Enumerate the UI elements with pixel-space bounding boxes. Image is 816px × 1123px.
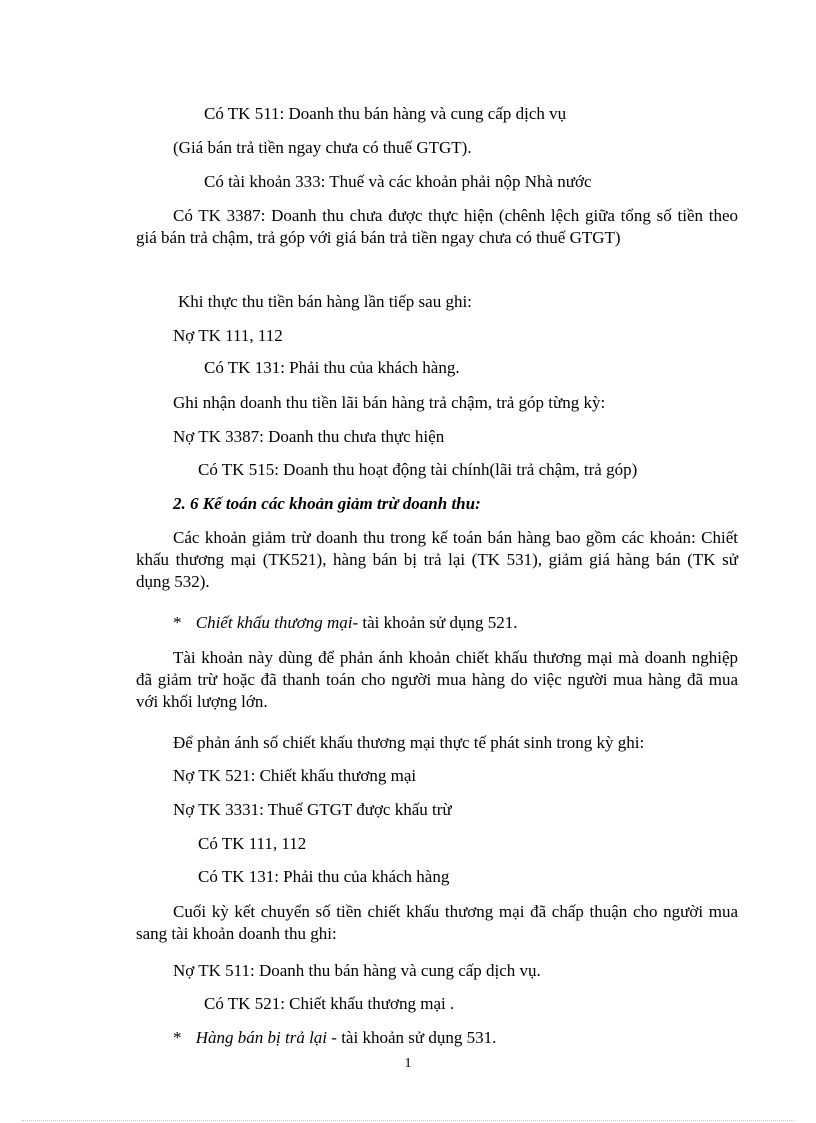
bullet-title: Hàng bán bị trả lại (195, 1028, 328, 1047)
paragraph: Các khoản giảm trừ doanh thu trong kế toán bán hàng bao gồm các khoản: Chiết khấu thương mại (TK521), hàng bán bị trả lại (TK 531), giảm giá hàng bán (TK sử dụng 532). (136, 528, 738, 591)
paragraph: Có TK 3387: Doanh thu chưa được thực hiện (chênh lệch giữa tổng số tiền theo giá bán trả chậm, trả góp với giá bán trả tiền ngay chưa có thuế GTGT) (136, 206, 738, 247)
entry-line: Có TK 111, 112 (198, 834, 307, 853)
entry-line: Có TK 521: Chiết khấu thương mại . (204, 994, 455, 1013)
entry-line: Nợ TK 111, 112 (173, 326, 283, 345)
note-line: (Giá bán trả tiền ngay chưa có thuế GTGT). (173, 138, 472, 157)
text-line: Ghi nhận doanh thu tiền lãi bán hàng trả chậm, trả góp từng kỳ: (173, 393, 606, 412)
paragraph: Cuối kỳ kết chuyển số tiền chiết khấu thương mại đã chấp thuận cho người mua sang tài khoản doanh thu ghi: (136, 902, 738, 943)
page-number: 1 (404, 1056, 412, 1071)
entry-line: Nợ TK 3331: Thuế GTGT được khấu trừ (173, 800, 452, 819)
entry-line: Có TK 131: Phải thu của khách hàng. (204, 358, 460, 377)
bullet-text: - tài khoản sử dụng 521. (352, 613, 518, 632)
bullet-title: Chiết khấu thương mại (195, 613, 353, 632)
entry-line: Nợ TK 3387: Doanh thu chưa thực hiện (173, 427, 445, 446)
text-line: Khi thực thu tiền bán hàng lần tiếp sau ghi: (178, 292, 472, 311)
entry-line: Nợ TK 511: Doanh thu bán hàng và cung cấp dịch vụ. (173, 961, 541, 980)
page-bottom-divider (22, 1120, 794, 1121)
bullet-line (173, 1027, 496, 1049)
bullet-line (173, 612, 517, 634)
entry-line: Có TK 131: Phải thu của khách hàng (198, 867, 450, 886)
entry-line: Nợ TK 521: Chiết khấu thương mại (173, 766, 417, 785)
entry-line: Có TK 515: Doanh thu hoạt động tài chính(lãi trả chậm, trả góp) (198, 460, 638, 479)
paragraph: Tài khoản này dùng để phản ánh khoản chiết khấu thương mại mà doanh nghiệp đã giảm trừ hoặc đã thanh toán cho người mua hàng do việc người mua hàng đã mua với khối lượng lớn. (136, 648, 738, 711)
text-line: Để phản ánh số chiết khấu thương mại thực tế phát sinh trong kỳ ghi: (173, 733, 645, 752)
bullet-star: * (173, 613, 182, 632)
bullet-text: - tài khoản sử dụng 531. (331, 1028, 497, 1047)
bullet-star: * (173, 1028, 182, 1047)
entry-line: Có tài khoản 333: Thuế và các khoản phải nộp Nhà nước (204, 172, 592, 191)
section-heading: 2. 6 Kế toán các khoản giảm trừ doanh thu: (173, 494, 481, 513)
entry-line: Có TK 511: Doanh thu bán hàng và cung cấp dịch vụ (204, 104, 567, 123)
